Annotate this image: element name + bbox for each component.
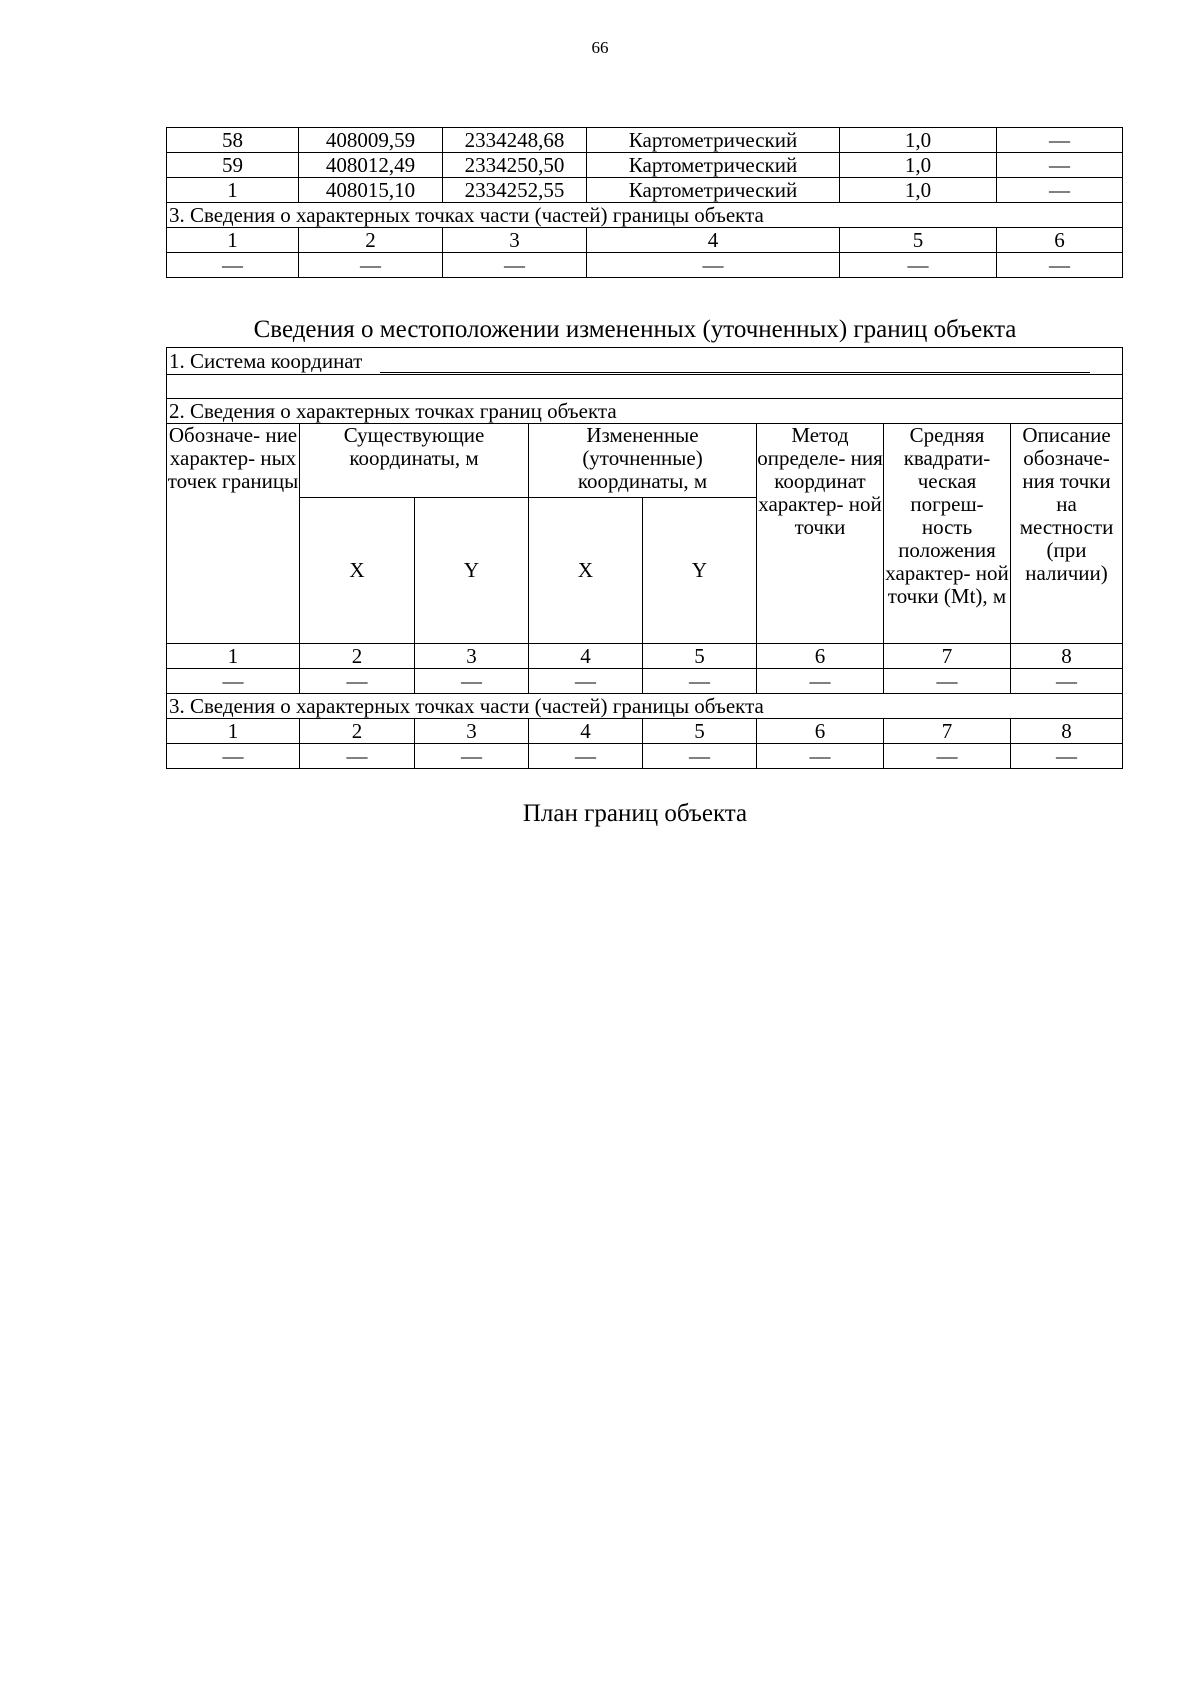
column-number: 2 [299, 228, 443, 253]
description: — [997, 178, 1123, 203]
column-number: 8 [1011, 719, 1123, 744]
dash-cell: — [299, 253, 443, 278]
coord-system-cell [167, 348, 1123, 375]
column-number: 4 [587, 228, 840, 253]
dash-cell: — [529, 744, 643, 769]
empty-row [167, 253, 1123, 278]
column-number: 5 [643, 644, 757, 669]
dash-cell: — [300, 744, 415, 769]
coord-x: 408012,49 [299, 153, 443, 178]
column-number: 7 [884, 719, 1011, 744]
table-row [167, 153, 1123, 178]
section-row [167, 694, 1123, 719]
empty-row [167, 669, 1123, 694]
changed-boundaries-table [166, 347, 1123, 769]
column-number: 2 [300, 644, 415, 669]
header-method: Метод определе- ния координат характер- ной точки [757, 424, 884, 644]
dash-cell: — [884, 669, 1011, 694]
dash-cell: — [757, 744, 884, 769]
column-number: 3 [415, 644, 529, 669]
header-existing: Существующие координаты, м [300, 424, 529, 498]
header-y-existing: Y [415, 498, 529, 644]
column-number: 6 [997, 228, 1123, 253]
dash-cell: — [167, 744, 300, 769]
header-y-changed: Y [643, 498, 757, 644]
mean-error: 1,0 [840, 178, 997, 203]
header-x-changed: X [529, 498, 643, 644]
column-number: 6 [757, 644, 884, 669]
column-number: 6 [757, 719, 884, 744]
column-number: 4 [529, 644, 643, 669]
section-3-label: 3. Сведения о характерных точках части (частей) границы объекта [167, 694, 1123, 719]
dash-cell: — [415, 669, 529, 694]
method: Картометрический [587, 178, 840, 203]
column-number: 4 [529, 719, 643, 744]
dash-cell: — [884, 744, 1011, 769]
mean-error: 1,0 [840, 128, 997, 153]
empty-row [167, 744, 1123, 769]
coord-x: 408015,10 [299, 178, 443, 203]
header-description: Описание обозначе- ния точки на местности (при наличии) [1011, 424, 1123, 644]
dash-cell: — [1011, 669, 1123, 694]
header-x-existing: X [300, 498, 415, 644]
column-number: 1 [167, 719, 300, 744]
header-row [167, 424, 1123, 498]
page-number: 66 [591, 38, 609, 57]
description: — [997, 128, 1123, 153]
column-number: 7 [884, 644, 1011, 669]
dash-cell: — [643, 669, 757, 694]
coord-y: 2334252,55 [443, 178, 587, 203]
dash-cell: — [757, 669, 884, 694]
dash-cell: — [997, 253, 1123, 278]
coord-y: 2334250,50 [443, 153, 587, 178]
section-2-label: 2. Сведения о характерных точках границ объекта [167, 399, 1123, 424]
header-mean-error: Средняя квадрати- ческая погреш- ность положения характер- ной точки (Mt), м [884, 424, 1011, 644]
dash-cell: — [840, 253, 997, 278]
section-title: Сведения о местоположении измененных (уточненных) границ объекта [253, 316, 1017, 343]
column-number: 8 [1011, 644, 1123, 669]
header-designation: Обозначе- ние характер- ных точек границы [167, 424, 300, 644]
column-numbers-row [167, 228, 1123, 253]
method: Картометрический [587, 153, 840, 178]
dash-cell: — [415, 744, 529, 769]
mean-error: 1,0 [840, 153, 997, 178]
point-id: 59 [167, 153, 299, 178]
dash-cell: — [167, 669, 300, 694]
coord-y: 2334248,68 [443, 128, 587, 153]
coord-system-label: 1. Система координат [169, 348, 363, 373]
blank-cell [167, 375, 1123, 399]
coord-x: 408009,59 [299, 128, 443, 153]
column-number: 5 [840, 228, 997, 253]
plan-title: План границ объекта [522, 800, 748, 827]
column-number: 1 [167, 228, 299, 253]
column-numbers-row [167, 644, 1123, 669]
coord-system-row [167, 348, 1123, 375]
table-row [167, 128, 1123, 153]
dash-cell: — [529, 669, 643, 694]
point-id: 1 [167, 178, 299, 203]
column-number: 2 [300, 719, 415, 744]
section-row [167, 203, 1123, 228]
column-number: 3 [443, 228, 587, 253]
column-number: 1 [167, 644, 300, 669]
coord-system-blank [380, 352, 1090, 373]
dash-cell: — [587, 253, 840, 278]
column-numbers-row [167, 719, 1123, 744]
dash-cell: — [1011, 744, 1123, 769]
column-number: 5 [643, 719, 757, 744]
header-changed: Измененные (уточненные) координаты, м [529, 424, 757, 498]
top-coordinates-table [166, 127, 1123, 278]
description: — [997, 153, 1123, 178]
section-3-label: 3. Сведения о характерных точках части (частей) границы объекта [167, 203, 1123, 228]
dash-cell: — [300, 669, 415, 694]
section-row [167, 399, 1123, 424]
blank-row [167, 375, 1123, 399]
table-row [167, 178, 1123, 203]
point-id: 58 [167, 128, 299, 153]
method: Картометрический [587, 128, 840, 153]
dash-cell: — [443, 253, 587, 278]
dash-cell: — [643, 744, 757, 769]
dash-cell: — [167, 253, 299, 278]
column-number: 3 [415, 719, 529, 744]
